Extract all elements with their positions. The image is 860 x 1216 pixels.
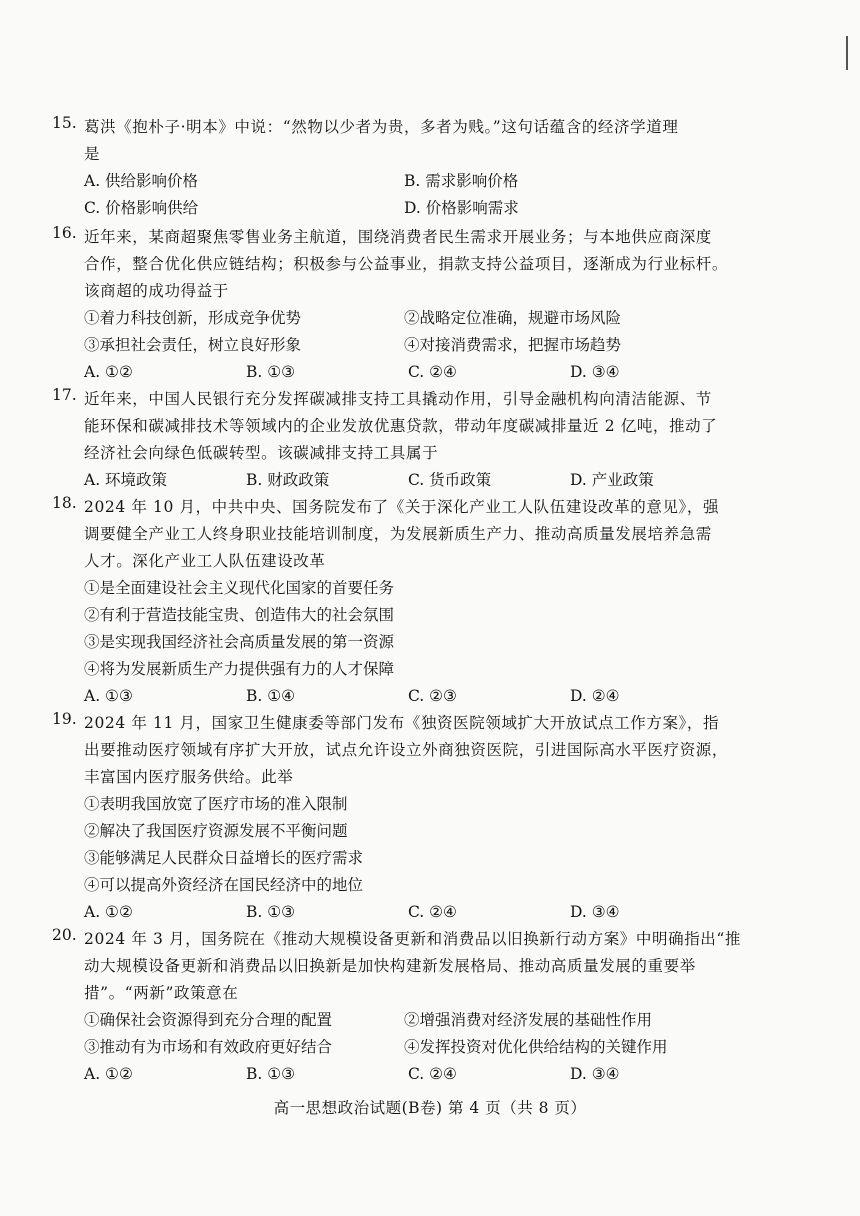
question-stem — [52, 494, 812, 575]
choice-c[interactable]: C. 价格影响供给 — [84, 199, 199, 217]
choice-d[interactable]: D. ③④ — [570, 903, 620, 921]
choice-c[interactable]: C. ②④ — [408, 903, 457, 921]
question-19 — [52, 710, 812, 926]
page-footer: 高一思想政治试题(B卷) 第 4 页（共 8 页） — [273, 1099, 587, 1117]
question-stem — [52, 926, 812, 1007]
statement-item: ①表明我国放宽了医疗市场的准入限制 — [84, 795, 348, 813]
stem-line: 经济社会向绿色低碳转型。该碳减排支持工具属于 — [84, 444, 439, 462]
statement-block — [52, 791, 812, 899]
statement-item: ④可以提高外资经济在国民经济中的地位 — [84, 876, 364, 894]
stem-line: 近年来，中国人民银行充分发挥碳减排支持工具撬动作用，引导金融机构向清洁能源、节 — [84, 390, 712, 408]
scan-edge-mark — [846, 36, 848, 70]
choice-a[interactable]: A. ①② — [84, 903, 133, 921]
statement-item: ④发挥投资对优化供给结构的关键作用 — [404, 1038, 668, 1056]
statement-item: ②有利于营造技能宝贵、创造伟大的社会氛围 — [84, 606, 395, 624]
choice-b[interactable]: B. ①③ — [246, 1065, 296, 1083]
question-15 — [52, 114, 812, 222]
question-18 — [52, 494, 812, 710]
choice-block — [52, 467, 812, 494]
choice-block — [52, 899, 812, 926]
choice-a[interactable]: A. 供给影响价格 — [84, 172, 199, 190]
stem-line: 是 — [84, 145, 101, 163]
stem-line: 能环保和碳减排技术等领域内的企业发放优惠贷款，带动年度碳减排量近 2 亿吨，推动了 — [84, 417, 718, 435]
question-stem — [52, 114, 812, 168]
stem-line: 措”。“两新”政策意在 — [84, 984, 239, 1002]
stem-line: 2024 年 11 月，国家卫生健康委等部门发布《独资医院领域扩大开放试点工作方案》，指 — [84, 714, 720, 732]
statement-item: ③能够满足人民群众日益增长的医疗需求 — [84, 849, 364, 867]
question-stem — [52, 224, 812, 305]
choice-a[interactable]: A. ①② — [84, 1065, 133, 1083]
choice-b[interactable]: B. ①③ — [246, 363, 296, 381]
stem-line: 葛洪《抱朴子·明本》中说：“然物以少者为贵，多者为贱。”这句话蕴含的经济学道理 — [84, 118, 679, 136]
question-number: 18. — [52, 494, 77, 512]
choice-d[interactable]: D. ③④ — [570, 363, 620, 381]
choice-block — [52, 1061, 812, 1088]
statement-item: ②增强消费对经济发展的基础性作用 — [404, 1011, 653, 1029]
choice-a[interactable]: A. ①③ — [84, 687, 133, 705]
question-16 — [52, 224, 812, 386]
stem-line: 丰富国内医疗服务供给。此举 — [84, 768, 294, 786]
choice-c[interactable]: C. ②④ — [408, 1065, 457, 1083]
statement-block — [52, 305, 812, 359]
question-stem — [52, 386, 812, 467]
statement-item: ④将为发展新质生产力提供强有力的人才保障 — [84, 660, 395, 678]
statement-block — [52, 575, 812, 683]
question-number: 20. — [52, 926, 77, 944]
question-20 — [52, 926, 812, 1088]
choice-d[interactable]: D. ③④ — [570, 1065, 620, 1083]
choice-block — [52, 359, 812, 386]
statement-item: ①着力科技创新，形成竞争优势 — [84, 309, 302, 327]
stem-line: 该商超的成功得益于 — [84, 282, 229, 300]
choice-c[interactable]: C. ②④ — [408, 363, 457, 381]
choice-b[interactable]: B. ①③ — [246, 903, 296, 921]
statement-item: ④对接消费需求，把握市场趋势 — [404, 336, 622, 354]
statement-item: ③推动有为市场和有效政府更好结合 — [84, 1038, 333, 1056]
question-number: 16. — [52, 224, 77, 242]
question-stem — [52, 710, 812, 791]
choice-b[interactable]: B. ①④ — [246, 687, 296, 705]
stem-line: 近年来，某商超聚焦零售业务主航道，围绕消费者民生需求开展业务；与本地供应商深度 — [84, 228, 712, 246]
statement-block — [52, 1007, 812, 1061]
question-number: 15. — [52, 114, 77, 132]
choice-c[interactable]: C. 货币政策 — [408, 471, 492, 489]
statement-item: ②解决了我国医疗资源发展不平衡问题 — [84, 822, 348, 840]
stem-line: 人才。深化产业工人队伍建设改革 — [84, 552, 326, 570]
statement-item: ①是全面建设社会主义现代化国家的首要任务 — [84, 579, 395, 597]
question-number: 17. — [52, 386, 77, 404]
choice-c[interactable]: C. ②③ — [408, 687, 457, 705]
stem-line: 2024 年 3 月，国务院在《推动大规模设备更新和消费品以旧换新行动方案》中明确指出“推 — [84, 930, 742, 948]
statement-item: ③是实现我国经济社会高质量发展的第一资源 — [84, 633, 395, 651]
choice-d[interactable]: D. 价格影响需求 — [404, 199, 519, 217]
question-17 — [52, 386, 812, 494]
choice-d[interactable]: D. ②④ — [570, 687, 620, 705]
stem-line: 调要健全产业工人终身职业技能培训制度，为发展新质生产力、推动高质量发展培养急需 — [84, 525, 712, 543]
stem-line: 合作，整合优化供应链结构；积极参与公益事业，捐款支持公益项目，逐渐成为行业标杆。 — [84, 255, 729, 273]
choice-d[interactable]: D. 产业政策 — [570, 471, 654, 489]
choice-block — [52, 683, 812, 710]
choice-b[interactable]: B. 财政政策 — [246, 471, 330, 489]
question-number: 19. — [52, 710, 77, 728]
choice-a[interactable]: A. ①② — [84, 363, 133, 381]
choice-a[interactable]: A. 环境政策 — [84, 471, 168, 489]
choice-block — [52, 168, 812, 222]
stem-line: 出要推动医疗领域有序扩大开放，试点允许设立外商独资医院，引进国际高水平医疗资源， — [84, 741, 729, 759]
statement-item: ③承担社会责任，树立良好形象 — [84, 336, 302, 354]
choice-b[interactable]: B. 需求影响价格 — [404, 172, 519, 190]
stem-line: 2024 年 10 月，中共中央、国务院发布了《关于深化产业工人队伍建设改革的意见》，强 — [84, 498, 720, 516]
statement-item: ①确保社会资源得到充分合理的配置 — [84, 1011, 333, 1029]
stem-line: 动大规模设备更新和消费品以旧换新是加快构建新发展格局、推动高质量发展的重要举 — [84, 957, 696, 975]
statement-item: ②战略定位准确，规避市场风险 — [404, 309, 622, 327]
